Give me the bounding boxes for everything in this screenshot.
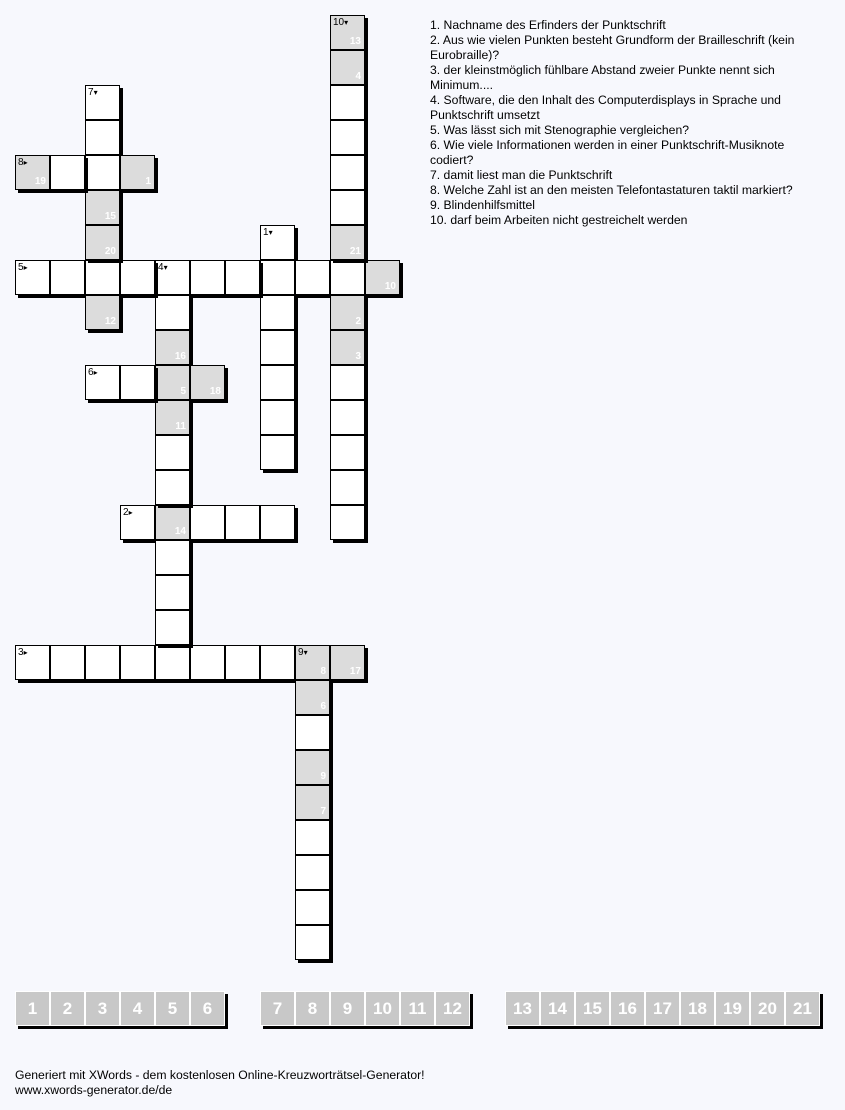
arrow-down-icon: ▾	[93, 88, 98, 97]
clue-2: 2. Aus wie vielen Punkten besteht Grundform der Brailleschrift (kein Eurobraille)?	[430, 33, 795, 62]
clue-number-label: 9▾	[298, 647, 308, 658]
grid-cell[interactable]	[225, 260, 260, 295]
solution-box[interactable]: 11	[400, 991, 435, 1026]
grid-cell[interactable]	[330, 15, 365, 50]
solution-box[interactable]: 1	[15, 991, 50, 1026]
solution-index-label: 2	[355, 316, 361, 327]
arrow-right-icon: ▸	[128, 508, 133, 517]
arrow-right-icon: ▸	[93, 368, 98, 377]
grid-cell[interactable]	[330, 330, 365, 365]
grid-cell[interactable]	[295, 890, 330, 925]
grid-cell[interactable]	[155, 435, 190, 470]
solution-index-label: 6	[320, 701, 326, 712]
grid-cell[interactable]	[120, 505, 155, 540]
solution-box[interactable]: 6	[190, 991, 225, 1026]
solution-index-label: 8	[320, 666, 326, 677]
arrow-right-icon: ▸	[23, 648, 28, 657]
grid-cell[interactable]	[260, 330, 295, 365]
solution-box[interactable]: 9	[330, 991, 365, 1026]
clue-number-label: 5▸	[18, 262, 28, 273]
grid-cell[interactable]	[295, 785, 330, 820]
grid-cell[interactable]	[260, 435, 295, 470]
grid-cell[interactable]	[50, 260, 85, 295]
grid-cell[interactable]	[330, 120, 365, 155]
grid-cell[interactable]	[330, 400, 365, 435]
grid-cell[interactable]	[330, 155, 365, 190]
grid-cell[interactable]	[120, 365, 155, 400]
solution-box[interactable]: 4	[120, 991, 155, 1026]
grid-cell[interactable]	[330, 50, 365, 85]
grid-cell[interactable]	[85, 225, 120, 260]
grid-cell[interactable]	[330, 260, 365, 295]
grid-cell[interactable]	[330, 365, 365, 400]
solution-index-label: 9	[320, 771, 326, 782]
grid-cell[interactable]	[295, 820, 330, 855]
solution-box[interactable]: 15	[575, 991, 610, 1026]
grid-cell[interactable]	[155, 575, 190, 610]
grid-cell[interactable]	[330, 190, 365, 225]
grid-cell[interactable]	[85, 645, 120, 680]
solution-index-label: 3	[355, 351, 361, 362]
grid-cell[interactable]	[155, 365, 190, 400]
grid-cell[interactable]	[330, 435, 365, 470]
grid-cell[interactable]	[225, 505, 260, 540]
grid-cell[interactable]	[190, 260, 225, 295]
clue-9: 9. Blindenhilfsmittel	[430, 198, 535, 212]
footer	[15, 1068, 425, 1098]
solution-index-label: 20	[104, 246, 116, 257]
grid-cell[interactable]	[225, 645, 260, 680]
grid-cell[interactable]	[85, 295, 120, 330]
grid-cell[interactable]	[50, 155, 85, 190]
grid-cell[interactable]	[85, 85, 120, 120]
clue-number-label: 2▸	[123, 507, 133, 518]
clue-number-label: 6▸	[88, 367, 98, 378]
clue-6: 6. Wie viele Informationen werden in einer Punktschrift-Musiknote codiert?	[430, 138, 785, 167]
grid-cell[interactable]	[120, 260, 155, 295]
grid-cell[interactable]	[155, 505, 190, 540]
clue-10: 10. darf beim Arbeiten nicht gestreichelt werden	[430, 213, 688, 227]
grid-cell[interactable]	[295, 645, 330, 680]
grid-cell[interactable]	[155, 260, 190, 295]
grid-cell[interactable]	[330, 470, 365, 505]
solution-box[interactable]: 8	[295, 991, 330, 1026]
grid-cell[interactable]	[15, 260, 50, 295]
clue-number-label: 3▸	[18, 647, 28, 658]
arrow-right-icon: ▸	[23, 158, 28, 167]
arrow-down-icon: ▾	[163, 263, 168, 272]
grid-cell[interactable]	[260, 505, 295, 540]
grid-cell[interactable]	[260, 225, 295, 260]
solution-index-label: 14	[174, 526, 186, 537]
solution-index-label: 1	[145, 176, 151, 187]
solution-index-label: 13	[349, 36, 361, 47]
grid-cell[interactable]	[155, 540, 190, 575]
solution-box[interactable]: 18	[680, 991, 715, 1026]
grid-cell[interactable]	[85, 260, 120, 295]
footer-url: www.xwords-generator.de/de	[15, 1083, 173, 1097]
grid-cell[interactable]	[85, 155, 120, 190]
clue-number-label: 4▾	[158, 262, 168, 273]
footer-generator-text: Generiert mit XWords - dem kostenlosen Online-Kreuzworträtsel-Generator!	[15, 1068, 425, 1082]
solution-box[interactable]: 17	[645, 991, 680, 1026]
grid-cell[interactable]	[295, 855, 330, 890]
grid-cell[interactable]	[15, 645, 50, 680]
grid-cell[interactable]	[85, 190, 120, 225]
grid-cell[interactable]	[155, 400, 190, 435]
grid-cell[interactable]	[155, 645, 190, 680]
grid-cell[interactable]	[155, 470, 190, 505]
grid-cell[interactable]	[120, 155, 155, 190]
solution-index-label: 19	[34, 176, 46, 187]
solution-index-label: 11	[175, 421, 186, 432]
solution-box[interactable]: 10	[365, 991, 400, 1026]
grid-cell[interactable]	[190, 505, 225, 540]
solution-index-label: 15	[104, 211, 116, 222]
clue-7: 7. damit liest man die Punktschrift	[430, 168, 613, 182]
solution-index-label: 4	[355, 71, 361, 82]
arrow-down-icon: ▾	[268, 228, 273, 237]
solution-box[interactable]: 20	[750, 991, 785, 1026]
solution-index-label: 16	[174, 351, 186, 362]
grid-cell[interactable]	[260, 295, 295, 330]
clue-number-label: 10▾	[333, 17, 349, 28]
grid-cell[interactable]	[330, 85, 365, 120]
grid-cell[interactable]	[330, 225, 365, 260]
grid-cell[interactable]	[190, 645, 225, 680]
solution-index-label: 12	[104, 316, 116, 327]
clue-3: 3. der kleinstmöglich fühlbare Abstand zweier Punkte nennt sich Minimum....	[430, 63, 775, 92]
grid-cell[interactable]	[260, 260, 295, 295]
grid-cell[interactable]	[85, 365, 120, 400]
grid-cell[interactable]	[330, 505, 365, 540]
grid-cell[interactable]	[260, 365, 295, 400]
solution-box[interactable]: 12	[435, 991, 470, 1026]
grid-cell[interactable]	[295, 750, 330, 785]
clue-number-label: 1▾	[263, 227, 273, 238]
grid-cell[interactable]	[295, 715, 330, 750]
grid-cell[interactable]	[260, 645, 295, 680]
clue-list	[430, 18, 830, 228]
solution-box[interactable]: 19	[715, 991, 750, 1026]
grid-cell[interactable]	[155, 610, 190, 645]
clue-4: 4. Software, die den Inhalt des Computerdisplays in Sprache und Punktschrift umsetzt	[430, 93, 781, 122]
clue-1: 1. Nachname des Erfinders der Punktschrift	[430, 18, 666, 32]
grid-cell[interactable]	[295, 680, 330, 715]
solution-box[interactable]: 21	[785, 991, 820, 1026]
solution-box[interactable]: 3	[85, 991, 120, 1026]
clue-5: 5. Was lässt sich mit Stenographie vergleichen?	[430, 123, 689, 137]
grid-cell[interactable]	[260, 400, 295, 435]
solution-box[interactable]: 16	[610, 991, 645, 1026]
solution-index-label: 18	[209, 386, 221, 397]
grid-cell[interactable]	[85, 120, 120, 155]
grid-cell[interactable]	[15, 155, 50, 190]
solution-box[interactable]: 7	[260, 991, 295, 1026]
grid-cell[interactable]	[330, 295, 365, 330]
solution-group-2	[260, 991, 470, 1026]
grid-cell[interactable]	[295, 260, 330, 295]
grid-cell[interactable]	[50, 645, 85, 680]
solution-box[interactable]: 2	[50, 991, 85, 1026]
solution-box[interactable]: 13	[505, 991, 540, 1026]
solution-index-label: 17	[349, 666, 361, 677]
solution-index-label: 7	[320, 806, 326, 817]
grid-cell[interactable]	[330, 645, 365, 680]
arrow-down-icon: ▾	[344, 18, 349, 27]
solution-box[interactable]: 14	[540, 991, 575, 1026]
grid-cell[interactable]	[155, 330, 190, 365]
grid-cell[interactable]	[295, 925, 330, 960]
solution-box[interactable]: 5	[155, 991, 190, 1026]
solution-group-1	[15, 991, 225, 1026]
arrow-right-icon: ▸	[23, 263, 28, 272]
grid-cell[interactable]	[120, 645, 155, 680]
arrow-down-icon: ▾	[303, 648, 308, 657]
grid-cell[interactable]	[365, 260, 400, 295]
clue-number-label: 7▾	[88, 87, 98, 98]
solution-index-label: 21	[349, 246, 361, 257]
grid-cell[interactable]	[190, 365, 225, 400]
grid-cell[interactable]	[155, 295, 190, 330]
clue-number-label: 8▸	[18, 157, 28, 168]
solution-index-label: 5	[180, 386, 186, 397]
solution-group-3	[505, 991, 820, 1026]
solution-index-label: 10	[384, 281, 396, 292]
clue-8: 8. Welche Zahl ist an den meisten Telefontastaturen taktil markiert?	[430, 183, 793, 197]
